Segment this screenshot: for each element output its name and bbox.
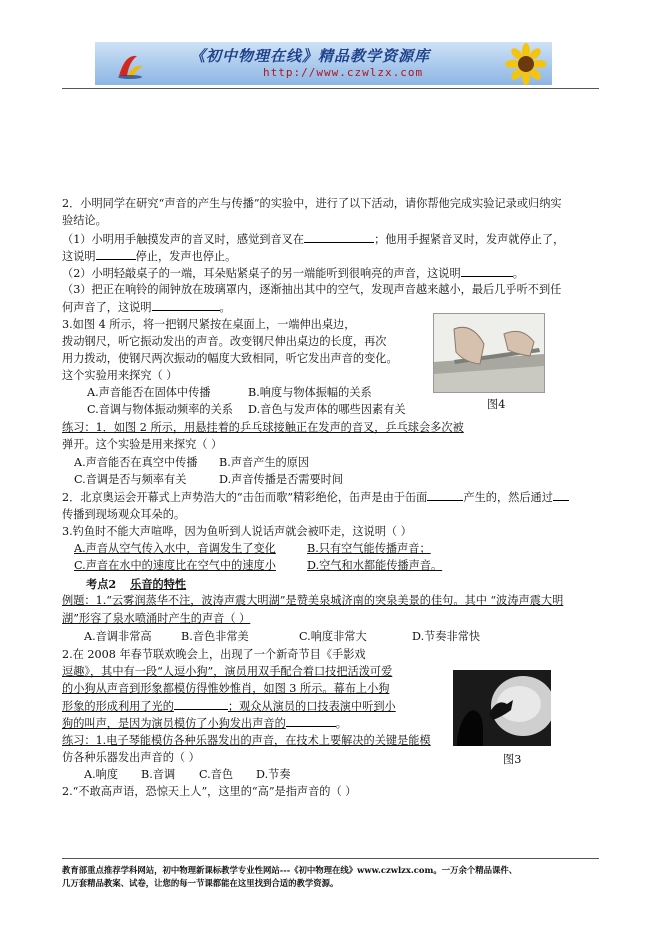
q2-line-5 xyxy=(62,266,524,281)
q3-line-3: 用力拨动，使钢尺两次振动的幅度大致相同，听它发出声音的变化。 xyxy=(62,352,398,365)
ex2-line-2: 传播到现场观众耳朵的。 xyxy=(62,508,186,521)
q2-line-2: 验结论。 xyxy=(62,214,107,227)
q2-part1-text-d: 停止，发声也停止。 xyxy=(135,250,237,263)
sunflower-icon xyxy=(502,43,546,85)
example2-blank-b[interactable] xyxy=(286,716,336,727)
ex1-line-1: 练习：1．如图 2 所示，用悬挂着的乒乓球接触正在发声的音叉，乒乓球会多次被 xyxy=(62,421,464,434)
ex4-line-1: 练习：1.电子琴能模仿各种乐器发出的声音，在技术上要解决的关键是能模 xyxy=(62,734,431,747)
section-title: 乐音的特性 xyxy=(130,577,187,591)
header-banner xyxy=(95,42,552,85)
example2-line-5: 狗的叫声，是因为演员模仿了小狗发出声音的 。 xyxy=(62,717,347,730)
footer-line-1: 教育部重点推荐学科网站，初中物理新课标教学专业性网站---《初中物理在线》www.czwlzx.com。一万余个精品课件、 xyxy=(62,865,518,875)
ex2-blank-a[interactable] xyxy=(427,490,463,501)
figure-4-caption: 图4 xyxy=(487,398,506,411)
example1-option-d: D.节奏非常快 xyxy=(412,630,481,643)
q2-part1-text-b: ；他用手握紧音叉时，发声就停止了， xyxy=(374,233,565,246)
example1-option-b: B.音色非常美 xyxy=(181,630,249,643)
ex1-line-2: 弹开。这个实验是用来探究（ ） xyxy=(62,438,223,451)
figure-4-image xyxy=(433,313,545,393)
ex5-line-1: 2.“不敢高声语，恐惊天上人”，这里的“高”是指声音的（ ） xyxy=(62,785,357,798)
example2-blank-a[interactable] xyxy=(174,699,228,710)
q2-part2-end: 。 xyxy=(512,267,524,280)
section-label: 考点2 xyxy=(86,577,117,591)
banner-title: 《初中物理在线》精品教学资源库 xyxy=(190,47,431,65)
ex4-option-b: B.音调 xyxy=(141,768,176,781)
ex1-option-b: B.声音产生的原因 xyxy=(219,456,310,469)
ex4-option-a: A.响度 xyxy=(84,768,119,781)
footer-line-2: 几万套精品教案、试卷，让您的每一节课都能在这里找到合适的教学资源。 xyxy=(62,878,339,888)
q2-part1-text: （1）小明用手触摸发声的音叉时，感觉到音叉在 xyxy=(62,233,305,246)
q2-line-4 xyxy=(62,249,236,264)
header-rule xyxy=(62,88,599,89)
q2-part2-text: （2）小明轻敲桌子的一端，耳朵贴紧桌子的另一端能听到很响亮的声音，这说明 xyxy=(62,267,461,280)
example2-line-4: 形象的形成利用了光的 ；观众从演员的口技表演中听到小 xyxy=(62,700,396,713)
ex1-option-c: C.音调是否与频率有关 xyxy=(74,473,187,486)
q3-option-b: B.响度与物体振幅的关系 xyxy=(248,386,372,399)
site-logo-icon xyxy=(115,50,145,80)
q2-line-3 xyxy=(62,232,564,247)
banner-url: http://www.czwlzx.com xyxy=(263,66,424,79)
q2-part3-text: 何声音了，这说明 xyxy=(62,301,152,314)
ex3-line-1: 3.钓鱼时不能大声喧哗，因为鱼听到人说话声就会被吓走，这说明（ ） xyxy=(62,525,412,538)
ex4-option-d: D.节奏 xyxy=(256,768,291,781)
ex3-option-c: C.声音在水中的速度比在空气中的速度小 xyxy=(74,559,276,572)
figure-3-image xyxy=(453,670,551,746)
q2-part1-blank-b[interactable] xyxy=(96,249,136,260)
example2-line-1: 2.在 2008 年春节联欢晚会上，出现了一个新奇节目《手影戏 xyxy=(62,648,366,661)
footer-rule xyxy=(62,858,599,859)
q2-line-6: （3）把正在响铃的闹钟放在玻璃罩内，逐渐抽出其中的空气，发现声音越来越小，最后几乎听不到任 xyxy=(62,283,562,296)
q3-line-2: 拨动钢尺，听它振动发出的声音。改变钢尺伸出桌边的长度，再次 xyxy=(62,335,387,348)
example1-line-1: 例题：1.“云雾润蒸华不注，波涛声震大明湖”是赞美泉城济南的突泉美景的佳句。其中 “波涛声震大明 xyxy=(62,594,564,607)
q2-part1-blank-a[interactable] xyxy=(304,232,374,243)
q3-option-a: A.声音能否在固体中传播 xyxy=(87,386,211,399)
ex1-option-a: A.声音能否在真空中传播 xyxy=(74,456,198,469)
q2-part2-blank[interactable] xyxy=(461,266,513,277)
q2-part3-blank[interactable] xyxy=(152,300,220,311)
ex2-line-1: 2．北京奥运会开幕式上声势浩大的“击缶而歌”精彩绝伦，缶声是由于缶面 产生的，然后通过 xyxy=(62,490,569,505)
example1-option-c: C.响度非常大 xyxy=(299,630,367,643)
ex3-option-b: B.只有空气能传播声音； xyxy=(307,542,431,555)
figure-3-caption: 图3 xyxy=(503,753,522,766)
ex1-option-d: D.声音传播是否需要时间 xyxy=(219,473,344,486)
q2-line-7 xyxy=(62,300,231,315)
q3-option-d: D.音色与发声体的哪些因素有关 xyxy=(248,403,406,416)
ex4-line-2: 仿各种乐器发出声音的（ ） xyxy=(62,751,200,764)
ex2-blank-b[interactable] xyxy=(553,490,569,501)
example2-line-3: 的小狗从声音到形象都模仿得惟妙惟肖，如图 3 所示。幕布上小狗 xyxy=(62,682,390,695)
q2-part3-end: 。 xyxy=(219,301,231,314)
ex3-option-a: A.声音从空气传入水中，音调发生了变化 xyxy=(74,542,276,555)
q3-line-4: 这个实验用来探究（ ） xyxy=(62,369,178,382)
q2-line-1: 2．小明同学在研究“声音的产生与传播”的实验中，进行了以下活动，请你帮他完成实验记录或归纳实 xyxy=(62,197,562,210)
q3-option-c: C.音调与物体振动频率的关系 xyxy=(87,403,233,416)
example1-option-a: A.音调非常高 xyxy=(84,630,152,643)
ex3-option-d: D.空气和水都能传播声音。 xyxy=(307,559,443,572)
example2-line-2: 逗趣》，其中有一段“人逗小狗”，演员用双手配合着口技把活泼可爱 xyxy=(62,665,393,678)
q2-part1-text-c: 这说明 xyxy=(62,250,96,263)
example1-line-2: 湖”形容了泉水喷涌时产生的声音（ ） xyxy=(62,612,251,625)
q3-line-1: 3.如图 4 所示，将一把钢尺紧按在桌面上，一端伸出桌边， xyxy=(62,318,356,331)
ex4-option-c: C.音色 xyxy=(199,768,234,781)
section-heading xyxy=(86,577,186,591)
